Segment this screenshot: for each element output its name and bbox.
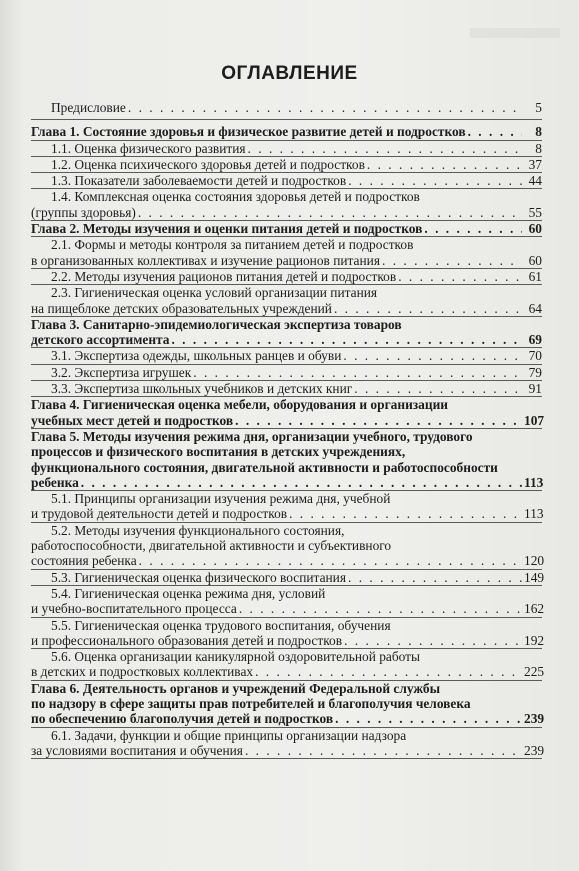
dot-leader: [171, 332, 522, 347]
toc-line-text: Глава 3. Санитарно-эпидемиологическая экспертиза товаров: [31, 316, 402, 332]
toc-line: [31, 412, 545, 428]
toc-line: [31, 632, 545, 648]
table-of-contents: [31, 100, 545, 759]
toc-line: [31, 301, 542, 316]
page-number: 239: [524, 711, 545, 727]
dot-leader: [382, 253, 522, 268]
toc-section: [31, 237, 542, 269]
toc-line: [31, 506, 542, 521]
toc-section: [31, 585, 545, 618]
toc-line: [31, 348, 542, 363]
page-number: 79: [528, 364, 542, 380]
toc-line-text: (группы здоровья): [31, 204, 136, 220]
page-number: 113: [524, 474, 544, 490]
toc-line: [31, 523, 542, 538]
toc-line: [31, 618, 542, 633]
toc-section: [31, 491, 542, 523]
toc-line: [31, 332, 542, 347]
toc-line: [31, 365, 542, 380]
toc-line-text: и профессионального образования детей и подростков: [31, 632, 343, 648]
toc-line-text: по надзору в сфере защиты прав потребителей и благополучия человека: [31, 695, 471, 711]
toc-line: [31, 649, 542, 664]
toc-line: [31, 569, 545, 585]
toc-line-text: 6.1. Задачи, функции и общие принципы организации надзора: [51, 727, 407, 743]
dot-leader: [128, 100, 522, 115]
dot-leader: [239, 601, 522, 616]
toc-line-text: 3.2. Экспертиза игрушек: [51, 364, 192, 380]
dot-leader: [334, 301, 522, 316]
toc-chapter: [31, 317, 542, 349]
toc-section: [31, 522, 545, 570]
toc-line: [31, 100, 542, 115]
page-number: 225: [524, 664, 545, 680]
toc-line-text: учебных мест детей и подростков: [31, 412, 234, 428]
toc-line-text: 1.4. Комплексная оценка состояния здоровья детей и подростков: [51, 189, 420, 205]
page-number: 70: [528, 348, 542, 364]
dot-leader: [344, 633, 522, 648]
toc-line-text: и трудовой деятельности детей и подростков: [31, 506, 288, 522]
toc-line-text: процессов и физического воспитания в детских учреждениях,: [31, 444, 406, 460]
page-number: 91: [528, 381, 542, 397]
toc-line-text: 5.6. Оценка организации каникулярной оздоровительной работы: [51, 649, 421, 665]
toc-line: [31, 157, 542, 172]
dot-leader: [335, 711, 522, 726]
toc-line-text: 5.5. Гигиеническая оценка трудового воспитания, обучения: [51, 617, 391, 633]
toc-line-text: 3.1. Экспертиза одежды, школьных ранцев и обуви: [51, 348, 342, 364]
toc-chapter: [31, 221, 542, 237]
toc-section: [31, 141, 542, 157]
toc-line-text: и учебно-воспитательного процесса: [31, 601, 237, 617]
toc-line-text: работоспособности, двигательной активности и субъективного: [31, 538, 392, 554]
dot-leader: [248, 141, 522, 156]
page-number: 64: [528, 300, 542, 316]
toc-line: [31, 221, 542, 236]
toc-line-text: 1.3. Показатели заболеваемости детей и подростков: [51, 173, 347, 189]
toc-section: [31, 727, 545, 760]
toc-line-text: 2.2. Методы изучения рационов питания детей и подростков: [51, 268, 397, 284]
toc-chapter: [31, 397, 545, 429]
toc-line: [31, 586, 542, 601]
toc-line: [31, 237, 542, 252]
toc-line: [31, 141, 542, 156]
toc-line: [31, 397, 542, 412]
toc-line-text: Глава 1. Состояние здоровья и физическое развитие детей и подростков: [31, 124, 466, 140]
dot-leader: [81, 475, 522, 490]
dot-leader: [398, 269, 522, 284]
toc-line-text: в организованных коллективах и изучение рационов питания: [31, 252, 380, 268]
toc-line: [31, 460, 542, 475]
bleed-through-header: [470, 28, 560, 38]
dot-leader: [193, 365, 522, 380]
toc-line-text: по обеспечению благополучия детей и подростков: [31, 711, 334, 727]
toc-section: [31, 617, 545, 650]
toc-line: [31, 681, 542, 696]
toc-line-text: функционального состояния, двигательной активности и работоспособности: [31, 459, 498, 475]
page-number: 239: [524, 742, 545, 758]
toc-line: [31, 553, 545, 569]
toc-section: [31, 285, 542, 317]
page-number: 44: [528, 173, 542, 189]
page-number: 55: [528, 204, 542, 220]
toc-section: [31, 569, 545, 586]
toc-section: [31, 173, 542, 189]
toc-line-text: 2.1. Формы и методы контроля за питанием детей и подростков: [51, 237, 414, 253]
toc-section: [31, 348, 542, 364]
toc-line: [31, 538, 542, 553]
dot-leader: [139, 553, 522, 568]
dot-leader: [245, 743, 522, 758]
page-number: 192: [524, 632, 545, 648]
toc-line-text: Глава 6. Деятельность органов и учреждений Федеральной службы: [31, 680, 441, 696]
toc-line-text: ребенка: [31, 474, 79, 490]
dot-leader: [354, 381, 522, 396]
toc-line-text: на пищеблоке детских образовательных учреждений: [31, 300, 332, 316]
toc-line: [31, 269, 542, 284]
dot-leader: [348, 570, 522, 585]
dot-leader: [138, 205, 522, 220]
toc-line-text: Глава 2. Методы изучения и оценки питания детей и подростков: [31, 221, 423, 237]
toc-line: [31, 601, 545, 617]
toc-line-text: Глава 5. Методы изучения режима дня, организации учебного, трудового: [31, 428, 473, 444]
toc-line-text: 5.2. Методы изучения функционального состояния,: [51, 522, 345, 538]
page-number: 149: [524, 569, 545, 585]
toc-chapter: [31, 124, 542, 140]
dot-leader: [235, 413, 522, 428]
page-title: ОГЛАВЛЕНИЕ: [221, 63, 358, 84]
toc-line: [31, 189, 542, 204]
page-number: 120: [524, 553, 545, 569]
toc-line: [31, 429, 542, 444]
toc-line-text: 5.1. Принципы организации изучения режима дня, учебной: [51, 491, 391, 507]
toc-line: [31, 475, 542, 490]
toc-line: [31, 444, 542, 459]
toc-line: [31, 728, 542, 743]
toc-line: [31, 253, 542, 268]
toc-line-text: в детских и подростковых коллективах: [31, 664, 254, 680]
toc-line-text: 1.2. Оценка психического здоровья детей и подростков: [51, 156, 365, 172]
toc-section: [31, 269, 542, 285]
toc-line-text: Глава 4. Гигиеническая оценка мебели, оборудования и организации: [31, 397, 449, 413]
toc-line-text: состояния ребенка: [31, 553, 137, 569]
page-number: 69: [528, 332, 542, 348]
toc-chapter: [31, 680, 545, 728]
toc-chapter: [31, 429, 542, 491]
page-number: 60: [528, 252, 542, 268]
dot-leader: [255, 664, 522, 679]
toc-line-text: 3.3. Экспертиза школьных учебников и детских книг: [51, 381, 353, 397]
dot-leader: [348, 173, 522, 188]
toc-section: [31, 189, 542, 221]
toc-line-text: 2.3. Гигиеническая оценка условий организации питания: [51, 285, 378, 301]
toc-line: [31, 317, 542, 332]
toc-line: [31, 124, 542, 139]
page-number: 61: [528, 268, 542, 284]
dot-leader: [367, 157, 522, 172]
toc-preface: [31, 100, 542, 120]
page-number: 8: [535, 124, 542, 140]
dot-leader: [468, 124, 522, 139]
toc-line: [31, 173, 542, 188]
dot-leader: [424, 221, 522, 236]
page-number: 162: [524, 601, 545, 617]
toc-line: [31, 711, 545, 727]
page-number: 37: [528, 156, 542, 172]
page-number: 8: [535, 140, 542, 156]
page-number: 107: [524, 412, 545, 428]
dot-leader: [343, 348, 522, 363]
toc-line-text: 5.4. Гигиеническая оценка режима дня, условий: [51, 585, 326, 601]
toc-section: [31, 649, 545, 681]
toc-line-text: за условиями воспитания и обучения: [31, 742, 243, 758]
page-number: 60: [528, 221, 542, 237]
toc-section: [31, 157, 542, 173]
toc-line: [31, 381, 542, 396]
toc-line: [31, 742, 545, 758]
toc-line: [31, 285, 542, 300]
toc-section: [31, 365, 542, 381]
dot-leader: [289, 506, 522, 521]
toc-line-text: 5.3. Гигиеническая оценка физического воспитания: [51, 569, 346, 585]
toc-line: [31, 664, 545, 680]
toc-line-text: Предисловие: [51, 100, 126, 115]
toc-line: [31, 696, 542, 711]
page-number: 5: [535, 100, 542, 115]
toc-line: [31, 491, 542, 506]
page-number: 113: [524, 506, 544, 522]
toc-line-text: детского ассортимента: [31, 332, 170, 348]
toc-line-text: 1.1. Оценка физического развития: [51, 140, 246, 156]
toc-section: [31, 381, 542, 397]
toc-line: [31, 205, 542, 220]
